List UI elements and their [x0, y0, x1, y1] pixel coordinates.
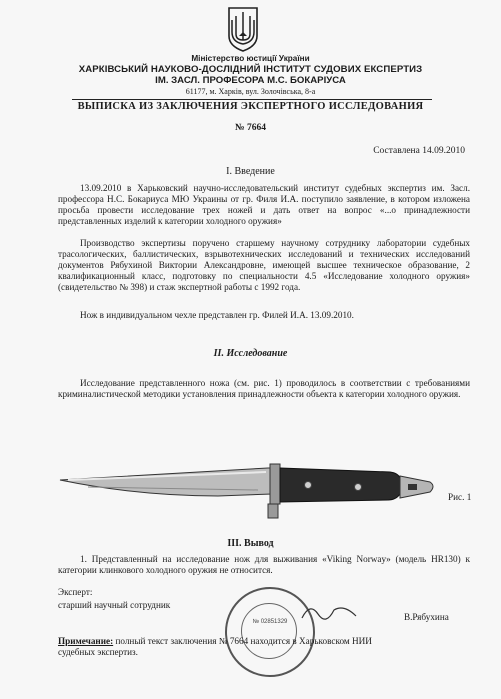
coat-of-arms-icon	[227, 6, 259, 52]
intro-paragraph-1: 13.09.2010 в Харьковский научно-исследовательский институт судебных экспертиз им. Засл. профессора Н.С. Бокариуса МЮ Украины от гр. Филя И.А. поступило заявление, в котором изложена просьба провести исследование трех ножей и дать ответ на вопрос «...о принадлежности представленных изделий к категории холодного оружия»	[58, 183, 470, 226]
research-paragraph: Исследование представленного ножа (см. рис. 1) проводилось в соответствии с требованиями криминалистической методики установления принадлежности объекта к категории холодного оружия.	[58, 378, 470, 399]
stamp-number-text: № 02851329	[252, 619, 288, 625]
institute-address: 61177, м. Харків, вул. Золочівська, 8-а	[185, 87, 316, 96]
knife-image	[58, 460, 438, 526]
conclusion-paragraph: 1. Представленный на исследование нож для выживания «Viking Norway» (модель HR130) к категории клинкового холодного оружия не относится.	[58, 554, 470, 575]
ministry-name: Міністерство юстиції України	[191, 54, 310, 63]
note-block	[58, 636, 470, 658]
expert-position: старший научный сотрудник	[58, 600, 171, 610]
note-text-end: судебных экспертиз.	[58, 647, 138, 657]
note-label: Примечание:	[58, 636, 114, 646]
document-title: ВЫПИСКА ИЗ ЗАКЛЮЧЕНИЯ ЭКСПЕРТНОГО ИССЛЕДОВАНИЯ	[77, 101, 424, 112]
intro-paragraph-3: Нож в индивидуальном чехле представлен гр. Филей И.А. 13.09.2010.	[80, 310, 354, 320]
composed-date: Составлена 14.09.2010	[373, 146, 465, 156]
intro-paragraph-2: Производство экспертизы поручено старшему научному сотруднику лаборатории судебных трасологических, баллистических, взрывотехнических исследований и технических исследований документов Рябухиной Виктории Александровне, имеющей высшее техническое образование, 2 квалификационный класс, подготовку по специальности 4.5 «Исследование холодного оружия» (свидетельство № 398) и стаж экспертной работы с 1992 года.	[58, 238, 470, 292]
expert-role-label: Эксперт:	[58, 587, 93, 597]
institute-named-after: ІМ. ЗАСЛ. ПРОФЕСОРА М.С. БОКАРІУСА	[155, 75, 346, 86]
institute-name: ХАРКІВСЬКИЙ НАУКОВО-ДОСЛІДНИЙ ІНСТИТУТ СУДОВИХ ЕКСПЕРТИЗ	[78, 64, 423, 75]
section-heading-intro: I. Введение	[226, 166, 275, 177]
header-divider	[72, 99, 432, 100]
signature-mark	[300, 600, 360, 624]
section-heading-research: II. Исследование	[213, 348, 288, 359]
document-number: № 7664	[235, 123, 266, 133]
note-text: полный текст заключения № 7664 находится в Харьковском НИИ	[115, 636, 372, 646]
expert-name: В.Рябухина	[404, 612, 449, 622]
section-heading-conclusion: III. Вывод	[227, 538, 274, 549]
figure-caption: Рис. 1	[448, 492, 472, 502]
